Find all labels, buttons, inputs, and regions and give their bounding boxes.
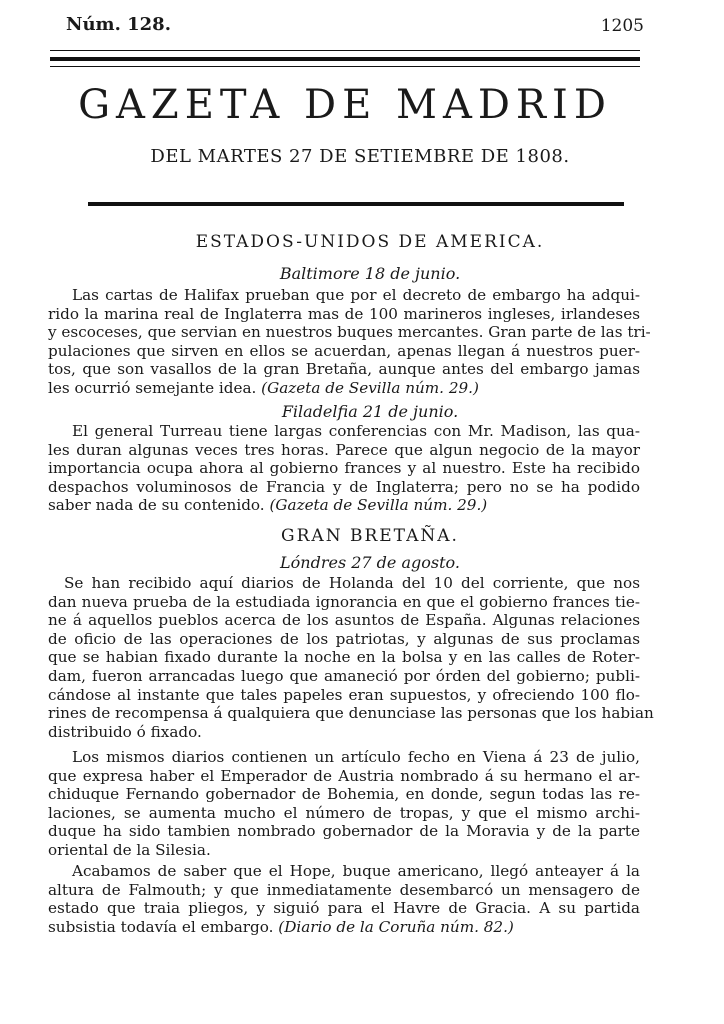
dateline-london: Lóndres 27 de agosto.	[280, 553, 460, 572]
article-line: Los mismos diarios contienen un artículo fecho en Viena á 23 de julio,	[72, 748, 640, 766]
source-citation: (Gazeta de Sevilla núm. 29.)	[269, 496, 488, 515]
article-line: que se habian fixado durante la noche en la bolsa y en las calles de Roter-	[48, 648, 640, 667]
article-london-p3	[48, 862, 640, 936]
article-line: dam, fueron arrancadas luego que amaneció por órden del gobierno; publi-	[48, 666, 640, 685]
article-line: estado que traia pliegos, y siguió para el Havre de Gracia. A su partida	[48, 899, 640, 918]
masthead-title: GAZETA DE MADRID	[78, 82, 612, 128]
article-line: importancia ocupa ahora al gobierno frances y al nuestro. Este ha recibido	[48, 459, 640, 478]
article-line: duque ha sido tambien nombrado gobernador de la Moravia y de la parte	[48, 822, 640, 841]
article-line: El general Turreau tiene largas conferencias con Mr. Madison, las qua-	[72, 422, 640, 440]
article-line: distribuido ó fixado.	[48, 722, 202, 741]
article-line: Acabamos de saber que el Hope, buque americano, llegó anteayer á la	[72, 862, 640, 880]
article-line: y escoceses, que servian en nuestros buques mercantes. Gran parte de las tri-	[48, 323, 651, 342]
article-london-p2	[48, 748, 640, 860]
section-heading-gb: GRAN BRETAÑA.	[281, 526, 459, 546]
header-rule-top	[50, 50, 640, 51]
article-line-last	[48, 379, 640, 398]
article-line: rido la marina real de Inglaterra mas de 100 marineros ingleses, irlandeses	[48, 304, 640, 323]
article-baltimore	[48, 286, 651, 398]
article-line: tos, que son vasallos de la gran Bretaña, aunque antes del embargo jamas	[48, 360, 640, 379]
article-line: Las cartas de Halifax prueban que por el decreto de embargo ha adqui-	[72, 286, 640, 304]
dateline: DEL MARTES 27 DE SETIEMBRE DE 1808.	[150, 146, 570, 167]
page-number: 1205	[600, 16, 644, 36]
article-line: chiduque Fernando gobernador de Bohemia, en donde, segun todas las re-	[48, 785, 640, 804]
header-rule-thick	[50, 57, 640, 61]
source-citation: (Diario de la Coruña núm. 82.)	[278, 917, 514, 936]
article-line: Se han recibido aquí diarios de Holanda del 10 del corriente, que nos	[64, 574, 640, 592]
dateline-baltimore: Baltimore 18 de junio.	[279, 264, 461, 283]
article-line: dan nueva prueba de la estudiada ignorancia en que el gobierno frances tie-	[48, 592, 640, 611]
header-rule-bottom	[50, 66, 640, 67]
section-heading-usa: ESTADOS-UNIDOS DE AMERICA.	[195, 232, 545, 252]
article-line-text: subsistia todavía el embargo.	[48, 917, 274, 936]
article-filadelfia	[48, 422, 640, 515]
article-line-last	[48, 918, 640, 937]
source-citation: (Gazeta de Sevilla núm. 29.)	[261, 378, 479, 397]
article-line: laciones, se aumenta mucho el número de tropas, y que el mismo archi-	[48, 803, 640, 822]
article-line: de oficio de las operaciones de los patriotas, y algunas de sus proclamas	[48, 629, 640, 648]
masthead-separator	[88, 202, 624, 206]
article-line: les duran algunas veces tres horas. Parece que algun negocio de la mayor	[48, 440, 640, 459]
article-london-p1	[48, 574, 654, 741]
article-line: oriental de la Silesia.	[48, 840, 211, 859]
dateline-filadelfia: Filadelfia 21 de junio.	[281, 402, 459, 421]
article-line: que expresa haber el Emperador de Austria nombrado á su hermano el ar-	[48, 766, 640, 785]
article-line: despachos voluminosos de Francia y de Inglaterra; pero no se ha podido	[48, 477, 640, 496]
article-line: ne á aquellos pueblos acerca de los asuntos de España. Algunas relaciones	[48, 611, 640, 630]
article-line: altura de Falmouth; y que inmediatamente desembarcó un mensagero de	[48, 880, 640, 899]
article-line-text: saber nada de su contenido.	[48, 496, 265, 515]
article-line-text: les ocurrió semejante idea.	[48, 378, 257, 397]
article-line: pulaciones que sirven en ellos se acuerdan, apenas llegan á nuestros puer-	[48, 341, 640, 360]
article-line: cándose al instante que tales papeles eran supuestos, y ofreciendo 100 flo-	[48, 685, 640, 704]
article-line: rines de recompensa á qualquiera que denunciase las personas que los habian	[48, 704, 654, 723]
issue-number: Núm. 128.	[66, 14, 171, 35]
article-line-last	[48, 496, 640, 515]
